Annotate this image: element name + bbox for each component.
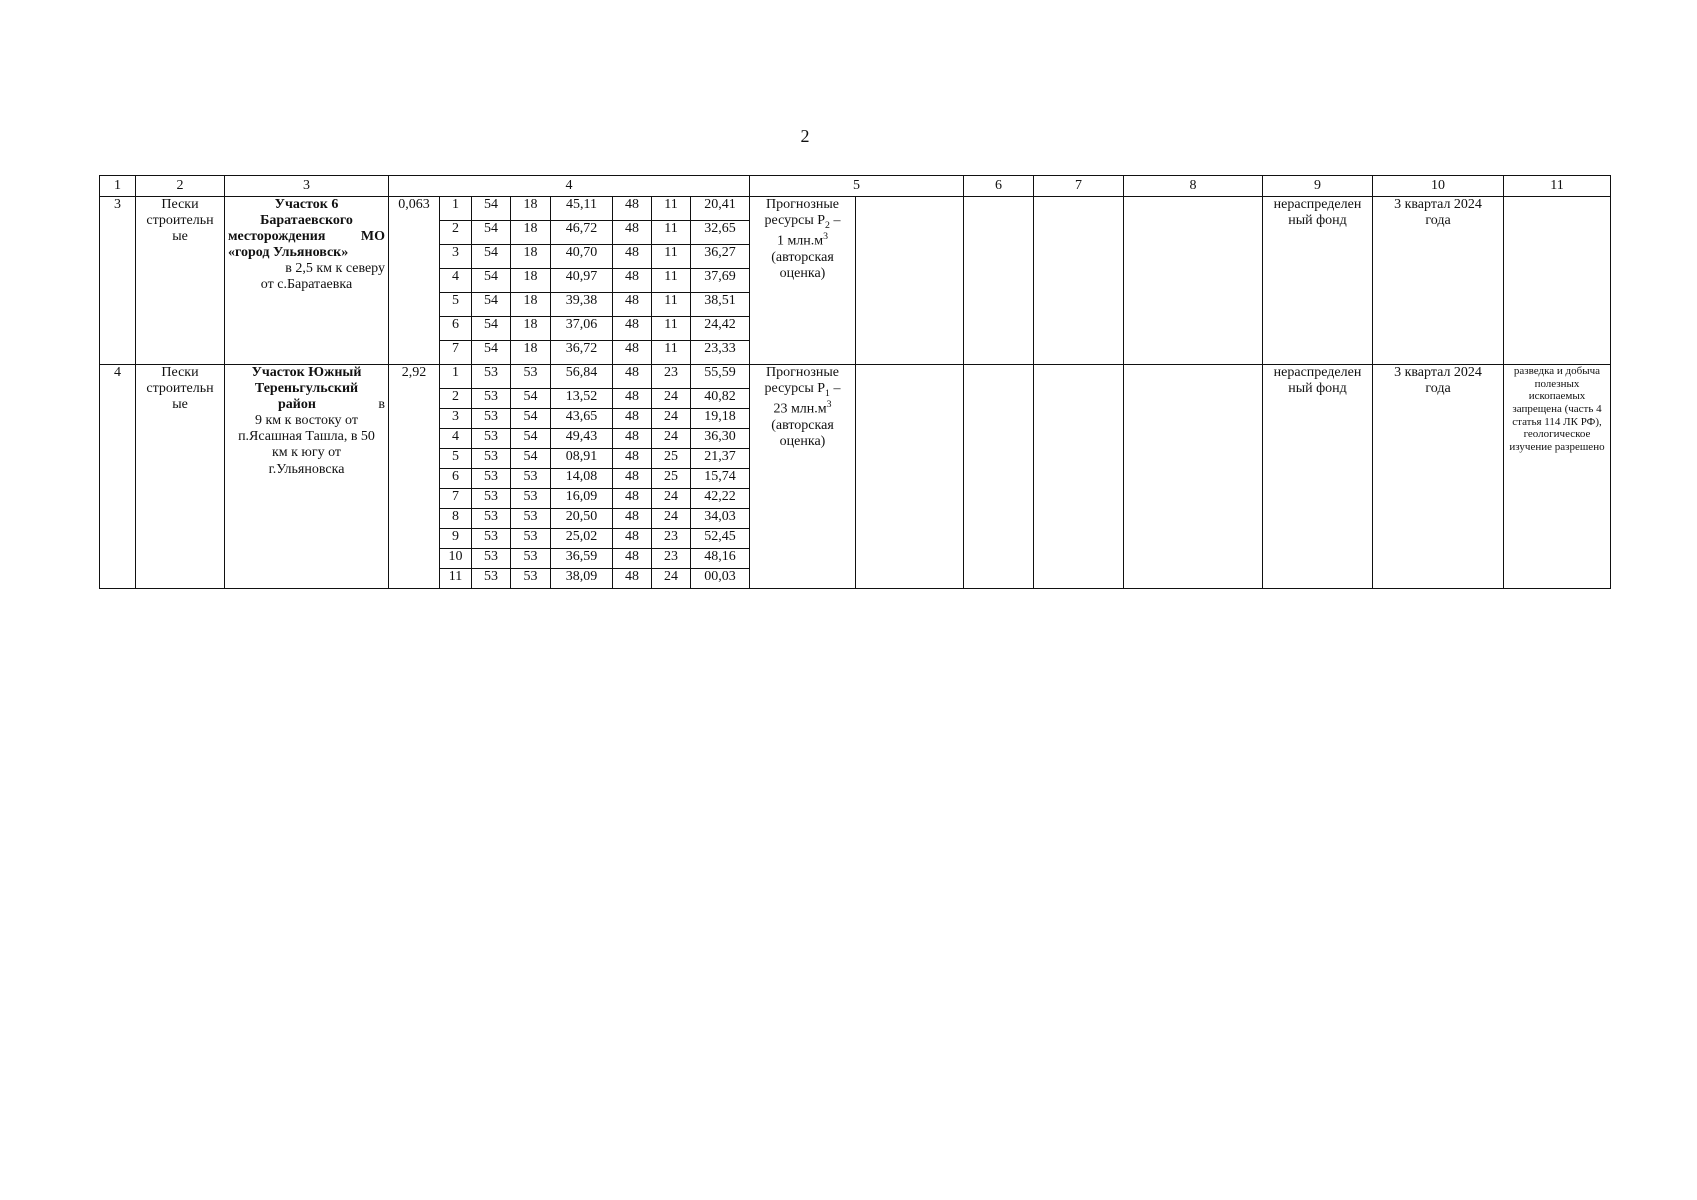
location-text-line: г.Ульяновска <box>268 461 345 477</box>
coord-lat-deg: 53 <box>472 529 511 549</box>
table-row <box>100 197 1611 221</box>
coord-lon-deg: 48 <box>613 469 652 489</box>
coord-point: 5 <box>440 293 472 317</box>
coord-lat-deg: 53 <box>472 569 511 589</box>
mineral-type <box>136 365 225 589</box>
coord-lon-deg: 48 <box>613 293 652 317</box>
coord-lat-sec: 45,11 <box>551 197 613 221</box>
coord-lat-sec: 43,65 <box>551 409 613 429</box>
coord-lat-sec: 56,84 <box>551 365 613 389</box>
row-number: 4 <box>100 365 136 589</box>
coord-point: 2 <box>440 389 472 409</box>
col-num-6: 6 <box>964 176 1034 197</box>
plot-location <box>225 197 389 365</box>
location-title-line: Участок Южный <box>251 365 362 380</box>
coord-point: 1 <box>440 365 472 389</box>
coord-lat-min: 53 <box>511 529 551 549</box>
location-text-line: км к югу от <box>271 445 342 461</box>
col-num-9: 9 <box>1263 176 1373 197</box>
coord-lat-deg: 53 <box>472 449 511 469</box>
coord-lon-min: 24 <box>652 429 691 449</box>
coord-lat-sec: 14,08 <box>551 469 613 489</box>
column-number-row <box>100 176 1611 197</box>
coord-lat-min: 53 <box>511 569 551 589</box>
coord-lat-sec: 36,72 <box>551 341 613 365</box>
coord-point: 6 <box>440 469 472 489</box>
coord-lat-sec: 16,09 <box>551 489 613 509</box>
mineral-type <box>136 197 225 365</box>
col-num-8: 8 <box>1124 176 1263 197</box>
coord-lat-min: 18 <box>511 341 551 365</box>
col-num-11: 11 <box>1504 176 1611 197</box>
coord-lon-deg: 48 <box>613 341 652 365</box>
coord-lat-deg: 54 <box>472 293 511 317</box>
plot-area: 2,92 <box>389 365 440 589</box>
empty-cell-6 <box>964 197 1034 365</box>
location-title-line: «город Ульяновск» <box>228 245 349 261</box>
mineral-type-line: строительн <box>146 213 214 229</box>
coord-lat-deg: 54 <box>472 269 511 293</box>
coord-lon-min: 24 <box>652 489 691 509</box>
coord-lon-sec: 24,42 <box>691 317 750 341</box>
coord-lon-sec: 15,74 <box>691 469 750 489</box>
coord-lat-deg: 53 <box>472 365 511 389</box>
coord-lat-min: 18 <box>511 197 551 221</box>
coord-lat-min: 53 <box>511 469 551 489</box>
coord-lon-min: 24 <box>652 569 691 589</box>
coord-point: 3 <box>440 245 472 269</box>
coord-lat-min: 54 <box>511 429 551 449</box>
col-num-10: 10 <box>1373 176 1504 197</box>
coord-lon-sec: 38,51 <box>691 293 750 317</box>
coord-lat-min: 18 <box>511 245 551 269</box>
coord-lon-sec: 36,27 <box>691 245 750 269</box>
coord-point: 1 <box>440 197 472 221</box>
coord-lon-deg: 48 <box>613 221 652 245</box>
coord-lat-deg: 53 <box>472 469 511 489</box>
coord-lon-deg: 48 <box>613 245 652 269</box>
mineral-type-line: строительн <box>146 381 214 397</box>
coord-lat-min: 18 <box>511 221 551 245</box>
coord-point: 9 <box>440 529 472 549</box>
col-num-2: 2 <box>136 176 225 197</box>
coord-lon-sec: 21,37 <box>691 449 750 469</box>
coord-lat-min: 54 <box>511 449 551 469</box>
forecast-resources: Прогнозные ресурсы $Р_1$ – 23 $млн.м^3$ (авторская оценка) <box>750 365 856 589</box>
plot-location <box>225 365 389 589</box>
empty-cell-7 <box>1034 197 1124 365</box>
coord-lat-min: 53 <box>511 509 551 529</box>
coord-lat-sec: 49,43 <box>551 429 613 449</box>
note: разведка и добыча полезных ископаемых запрещена (часть 4 статья 114 ЛК РФ), геологическое изучение разрешено <box>1504 365 1611 589</box>
empty-cell-5b <box>856 365 964 589</box>
coord-lat-deg: 54 <box>472 245 511 269</box>
coord-lon-sec: 40,82 <box>691 389 750 409</box>
coord-point: 4 <box>440 429 472 449</box>
coord-lat-deg: 53 <box>472 389 511 409</box>
period: 3 квартал 2024 года <box>1373 365 1504 589</box>
coord-lon-min: 11 <box>652 317 691 341</box>
col-num-3: 3 <box>225 176 389 197</box>
empty-cell-8 <box>1124 365 1263 589</box>
coord-point: 2 <box>440 221 472 245</box>
coord-lat-deg: 54 <box>472 197 511 221</box>
coord-lat-min: 54 <box>511 409 551 429</box>
coord-lon-deg: 48 <box>613 409 652 429</box>
coord-lon-deg: 48 <box>613 269 652 293</box>
coord-lon-sec: 19,18 <box>691 409 750 429</box>
coord-lon-min: 11 <box>652 221 691 245</box>
coord-lat-sec: 08,91 <box>551 449 613 469</box>
coord-lat-deg: 54 <box>472 317 511 341</box>
coord-point: 8 <box>440 509 472 529</box>
coord-lat-sec: 40,97 <box>551 269 613 293</box>
empty-cell-5b <box>856 197 964 365</box>
coord-lon-min: 23 <box>652 365 691 389</box>
coord-lon-deg: 48 <box>613 509 652 529</box>
col-num-5: 5 <box>750 176 964 197</box>
col-num-1: 1 <box>100 176 136 197</box>
location-title-line: Участок 6 <box>274 197 339 212</box>
location-title-line: месторождения МО <box>228 229 385 245</box>
coord-lon-deg: 48 <box>613 529 652 549</box>
coord-point: 7 <box>440 489 472 509</box>
coord-lon-deg: 48 <box>613 569 652 589</box>
coord-lon-sec: 23,33 <box>691 341 750 365</box>
coord-lat-sec: 13,52 <box>551 389 613 409</box>
coord-point: 3 <box>440 409 472 429</box>
coord-lat-deg: 53 <box>472 489 511 509</box>
location-title-line: Баратаевского <box>260 213 353 229</box>
coord-lon-deg: 48 <box>613 549 652 569</box>
coord-point: 6 <box>440 317 472 341</box>
coord-lat-min: 53 <box>511 365 551 389</box>
coord-lon-min: 11 <box>652 197 691 221</box>
coord-lon-sec: 32,65 <box>691 221 750 245</box>
coord-lon-min: 24 <box>652 509 691 529</box>
forecast-resources: Прогнозные ресурсы $Р_2$ – 1 $млн.м^3$ (авторская оценка) <box>750 197 856 365</box>
coord-lat-deg: 53 <box>472 409 511 429</box>
location-text-line: 9 км к востоку от <box>254 413 358 429</box>
coord-lon-deg: 48 <box>613 429 652 449</box>
coord-lon-deg: 48 <box>613 389 652 409</box>
coord-lon-deg: 48 <box>613 489 652 509</box>
mineral-type-line: Пески <box>161 365 199 380</box>
location-text-line: п.Ясашная Ташла, в 50 <box>238 429 375 445</box>
coord-lon-min: 11 <box>652 269 691 293</box>
coord-lat-min: 18 <box>511 317 551 341</box>
coord-point: 4 <box>440 269 472 293</box>
coord-lat-min: 53 <box>511 489 551 509</box>
coord-lat-sec: 46,72 <box>551 221 613 245</box>
coord-lon-sec: 34,03 <box>691 509 750 529</box>
coord-point: 10 <box>440 549 472 569</box>
coord-lat-sec: 38,09 <box>551 569 613 589</box>
coord-lon-sec: 48,16 <box>691 549 750 569</box>
coord-lat-sec: 20,50 <box>551 509 613 529</box>
location-title-line: Тереньгульский <box>254 381 359 397</box>
row-number: 3 <box>100 197 136 365</box>
coord-lon-min: 24 <box>652 389 691 409</box>
coord-lon-min: 11 <box>652 245 691 269</box>
table-row <box>100 365 1611 389</box>
subsoil-plots-table <box>99 175 1611 589</box>
coord-lon-min: 25 <box>652 469 691 489</box>
empty-cell-7 <box>1034 365 1124 589</box>
coord-lon-sec: 55,59 <box>691 365 750 389</box>
coord-lat-deg: 54 <box>472 341 511 365</box>
coord-lat-sec: 25,02 <box>551 529 613 549</box>
coord-lat-sec: 40,70 <box>551 245 613 269</box>
coord-lon-sec: 37,69 <box>691 269 750 293</box>
col-num-4: 4 <box>389 176 750 197</box>
col-num-7: 7 <box>1034 176 1124 197</box>
coord-point: 7 <box>440 341 472 365</box>
coord-lon-min: 23 <box>652 549 691 569</box>
page-number: 2 <box>800 126 810 146</box>
coord-lat-deg: 53 <box>472 429 511 449</box>
mineral-type-line: Пески <box>161 197 199 212</box>
coord-lon-deg: 48 <box>613 197 652 221</box>
coord-lon-sec: 52,45 <box>691 529 750 549</box>
coord-lon-sec: 42,22 <box>691 489 750 509</box>
coord-lon-min: 24 <box>652 409 691 429</box>
coord-point: 5 <box>440 449 472 469</box>
coord-lat-deg: 53 <box>472 549 511 569</box>
coord-lon-deg: 48 <box>613 317 652 341</box>
coord-lon-sec: 00,03 <box>691 569 750 589</box>
empty-cell-8 <box>1124 197 1263 365</box>
coord-lat-sec: 37,06 <box>551 317 613 341</box>
empty-cell-6 <box>964 365 1034 589</box>
coord-lon-min: 23 <box>652 529 691 549</box>
coord-lat-min: 53 <box>511 549 551 569</box>
coord-lon-deg: 48 <box>613 365 652 389</box>
fund-status: нераспределен ный фонд <box>1263 365 1373 589</box>
mineral-type-line: ые <box>172 397 188 413</box>
coord-lat-sec: 36,59 <box>551 549 613 569</box>
coord-lon-min: 11 <box>652 293 691 317</box>
location-text-line: в 2,5 км к северу <box>285 261 385 277</box>
coord-lon-sec: 20,41 <box>691 197 750 221</box>
period: 3 квартал 2024 года <box>1373 197 1504 365</box>
coord-lon-min: 25 <box>652 449 691 469</box>
location-text-line: от с.Баратаевка <box>260 277 353 293</box>
coord-point: 11 <box>440 569 472 589</box>
coord-lon-deg: 48 <box>613 449 652 469</box>
coord-lon-sec: 36,30 <box>691 429 750 449</box>
coord-lat-deg: 53 <box>472 509 511 529</box>
coord-lat-min: 18 <box>511 269 551 293</box>
coord-lat-min: 18 <box>511 293 551 317</box>
coord-lon-min: 11 <box>652 341 691 365</box>
note <box>1504 197 1611 365</box>
fund-status: нераспределен ный фонд <box>1263 197 1373 365</box>
plot-area: 0,063 <box>389 197 440 365</box>
location-title-line: район в <box>278 397 385 413</box>
coord-lat-sec: 39,38 <box>551 293 613 317</box>
coord-lat-deg: 54 <box>472 221 511 245</box>
mineral-type-line: ые <box>172 229 188 245</box>
coord-lat-min: 54 <box>511 389 551 409</box>
